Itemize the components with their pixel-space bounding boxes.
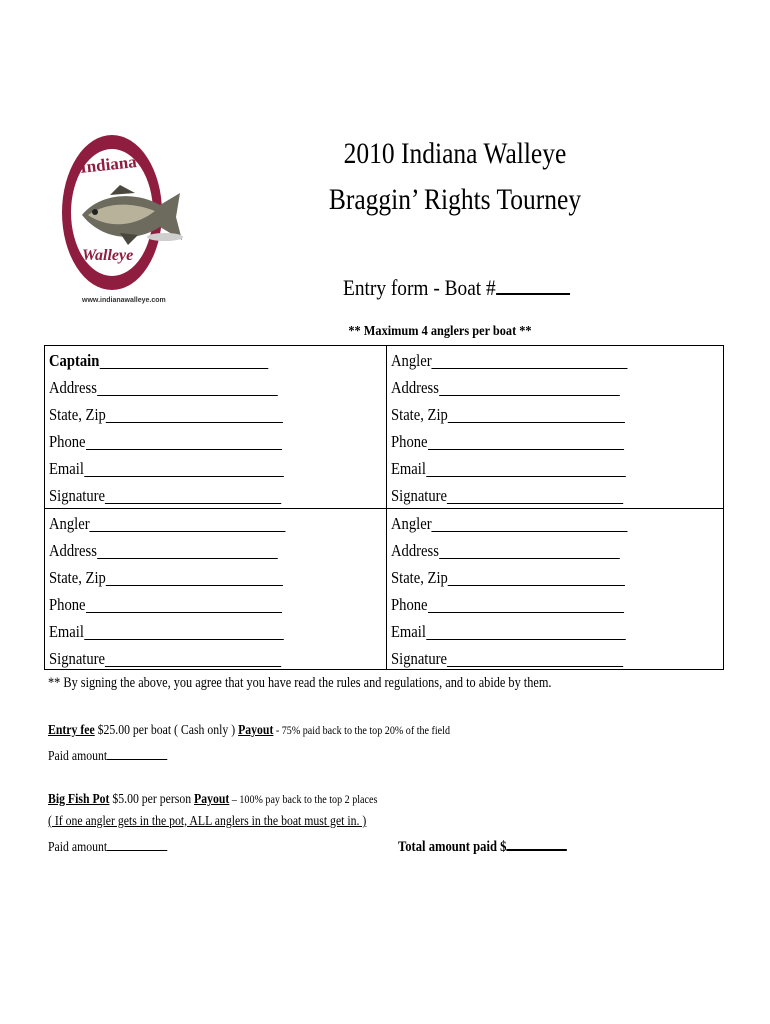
- angler-name-field[interactable]: [432, 350, 628, 369]
- captain-name-field[interactable]: [99, 350, 268, 369]
- email-label: Email: [391, 622, 426, 641]
- walleye-fish-icon: [80, 185, 185, 247]
- angler-row: [49, 510, 333, 537]
- email-label: Email: [49, 459, 84, 478]
- signature-field[interactable]: [105, 648, 281, 667]
- email-row: [49, 618, 333, 645]
- signature-row: [391, 645, 675, 672]
- phone-field[interactable]: [86, 594, 282, 613]
- angler-label: Angler: [391, 351, 432, 370]
- big-fish-label: Big Fish Pot: [48, 792, 110, 807]
- phone-label: Phone: [391, 595, 428, 614]
- email-field[interactable]: [84, 621, 284, 640]
- phone-label: Phone: [49, 432, 86, 451]
- big-fish-condition: ( If one angler gets in the pot, ALL anglers in the boat must get in. ): [48, 814, 367, 829]
- boat-number-field[interactable]: [496, 273, 570, 295]
- entry-fee-payout-label: Payout: [238, 723, 274, 738]
- phone-field[interactable]: [86, 431, 282, 450]
- state-zip-label: State, Zip: [49, 405, 106, 424]
- address-label: Address: [391, 541, 439, 560]
- signature-label: Signature: [391, 649, 448, 668]
- email-row: [391, 618, 675, 645]
- big-fish-amount: $5.00 per person: [109, 792, 195, 807]
- state-zip-field[interactable]: [106, 567, 283, 586]
- entry-fee-line: [48, 723, 450, 739]
- email-field[interactable]: [426, 621, 626, 640]
- address-label: Address: [49, 378, 97, 397]
- address-field[interactable]: [97, 377, 278, 396]
- big-fish-payout-label: Payout: [194, 792, 230, 807]
- angler-block-bottom-right: [391, 510, 721, 672]
- entry-fee-payout-text: - 75% paid back to the top 20% of the field: [273, 723, 451, 737]
- signature-label: Signature: [49, 649, 106, 668]
- email-row: [391, 455, 675, 482]
- entry-fee-label: Entry fee: [48, 723, 95, 738]
- signature-row: [49, 645, 333, 672]
- address-row: [49, 374, 333, 401]
- phone-row: [49, 591, 333, 618]
- entry-grid: [44, 345, 724, 670]
- address-field[interactable]: [439, 377, 620, 396]
- big-fish-line: [48, 792, 377, 808]
- total-amount-field[interactable]: [506, 835, 566, 851]
- signature-label: Signature: [391, 486, 448, 505]
- state-zip-label: State, Zip: [391, 405, 448, 424]
- entry-fee-paid-line: [48, 745, 168, 765]
- entry-fee-paid-label: Paid amount: [48, 749, 108, 764]
- email-label: Email: [49, 622, 84, 641]
- state-zip-field[interactable]: [448, 567, 625, 586]
- address-row: [391, 374, 675, 401]
- address-field[interactable]: [439, 540, 620, 559]
- logo-word-top: Indiana: [79, 152, 138, 177]
- entry-fee-paid-field[interactable]: [107, 745, 167, 760]
- email-field[interactable]: [84, 458, 284, 477]
- angler-row: [391, 347, 675, 374]
- angler-name-field[interactable]: [90, 513, 286, 532]
- big-fish-paid-field[interactable]: [107, 836, 167, 851]
- state-zip-field[interactable]: [448, 404, 625, 423]
- signature-field[interactable]: [105, 485, 281, 504]
- big-fish-payout-text: – 100% pay back to the top 2 places: [229, 792, 378, 806]
- phone-label: Phone: [391, 432, 428, 451]
- big-fish-paid-label: Paid amount: [48, 840, 108, 855]
- captain-row: [49, 347, 333, 374]
- captain-block: [49, 347, 379, 509]
- angler-block-top-right: [391, 347, 721, 509]
- state-zip-row: [49, 564, 333, 591]
- title-line-2: Braggin’ Rights Tourney: [328, 183, 582, 216]
- state-zip-label: State, Zip: [391, 568, 448, 587]
- phone-row: [391, 591, 675, 618]
- angler-label: Angler: [49, 514, 90, 533]
- phone-label: Phone: [49, 595, 86, 614]
- max-anglers-note: ** Maximum 4 anglers per boat **: [348, 324, 532, 339]
- entry-form-boat: [343, 273, 570, 301]
- state-zip-row: [391, 564, 675, 591]
- title-line-1: 2010 Indiana Walleye: [343, 137, 567, 170]
- address-label: Address: [49, 541, 97, 560]
- angler-name-field[interactable]: [432, 513, 628, 532]
- address-label: Address: [391, 378, 439, 397]
- entry-form-label: Entry form - Boat #: [343, 275, 496, 300]
- signature-row: [49, 482, 333, 509]
- phone-field[interactable]: [428, 594, 624, 613]
- angler-label: Angler: [391, 514, 432, 533]
- captain-label: Captain: [49, 351, 100, 370]
- total-amount-label: Total amount paid $: [398, 839, 507, 855]
- signature-label: Signature: [49, 486, 106, 505]
- signature-field[interactable]: [447, 648, 623, 667]
- entry-fee-amount: $25.00 per boat ( Cash only ): [94, 723, 239, 738]
- signature-field[interactable]: [447, 485, 623, 504]
- phone-row: [391, 428, 675, 455]
- state-zip-row: [391, 401, 675, 428]
- phone-field[interactable]: [428, 431, 624, 450]
- email-field[interactable]: [426, 458, 626, 477]
- angler-row: [391, 510, 675, 537]
- state-zip-label: State, Zip: [49, 568, 106, 587]
- address-row: [391, 537, 675, 564]
- email-row: [49, 455, 333, 482]
- logo-word-bottom: Walleye: [82, 247, 134, 264]
- logo-url: www.indianawalleye.com: [82, 297, 166, 304]
- big-fish-paid-line: [48, 836, 168, 856]
- total-amount-line: [398, 835, 567, 856]
- indiana-walleye-logo: [62, 135, 192, 310]
- email-label: Email: [391, 459, 426, 478]
- state-zip-field[interactable]: [106, 404, 283, 423]
- agreement-note: ** By signing the above, you agree that you have read the rules and regulations, and to abide by them.: [48, 675, 552, 691]
- address-row: [49, 537, 333, 564]
- state-zip-row: [49, 401, 333, 428]
- address-field[interactable]: [97, 540, 278, 559]
- signature-row: [391, 482, 675, 509]
- angler-block-bottom-left: [49, 510, 379, 672]
- phone-row: [49, 428, 333, 455]
